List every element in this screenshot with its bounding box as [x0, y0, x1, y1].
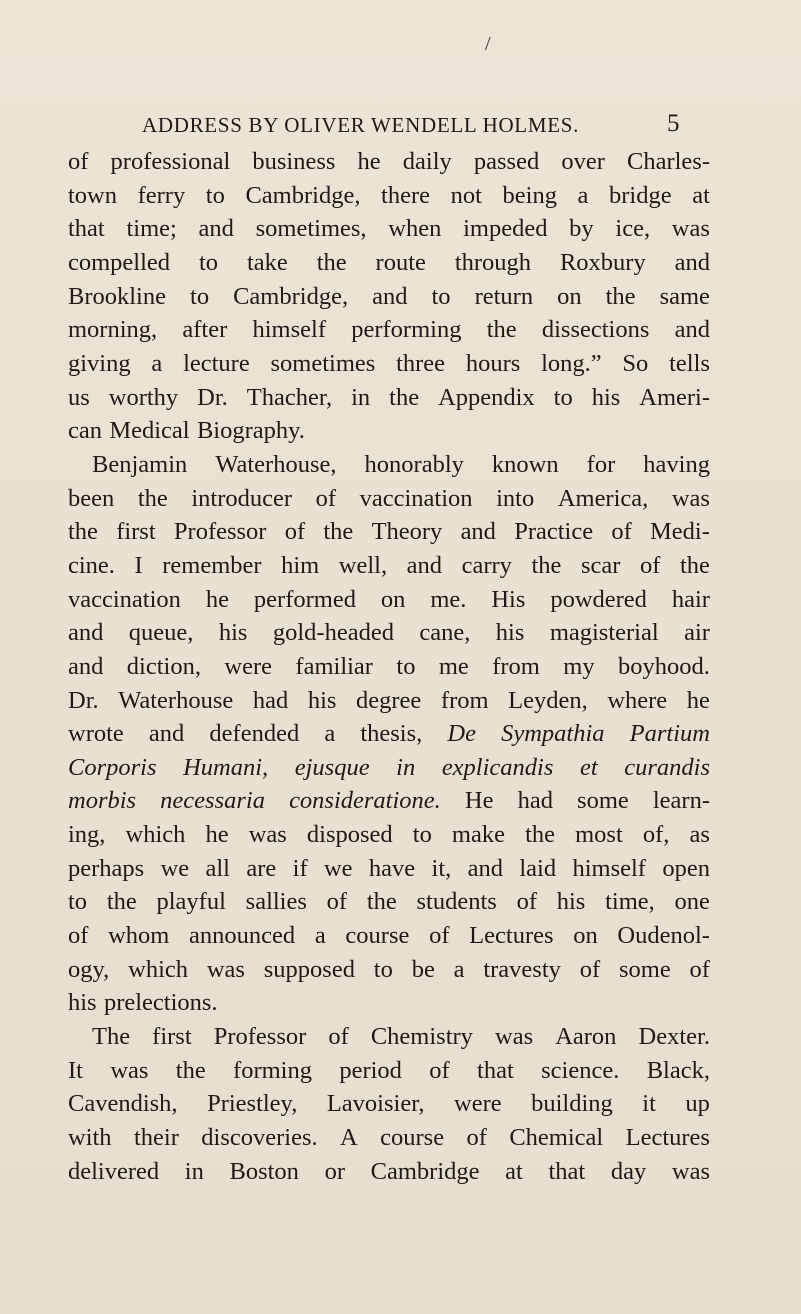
word: that	[68, 215, 105, 243]
word: on	[573, 922, 598, 950]
word: Medical	[109, 417, 190, 445]
word: if	[292, 854, 308, 882]
word: Professor	[213, 1023, 307, 1051]
word: necessaria	[160, 787, 265, 815]
text-line	[68, 616, 710, 650]
text-line	[68, 549, 710, 583]
word: course	[380, 1124, 445, 1152]
word: in	[396, 753, 416, 781]
text-line	[68, 179, 710, 213]
word: where	[607, 686, 668, 714]
word: Corporis	[68, 753, 157, 781]
word: of	[326, 888, 348, 916]
word: and	[467, 854, 503, 882]
word: Partium	[629, 720, 710, 748]
word: et	[579, 753, 598, 781]
word: and	[674, 248, 710, 276]
word: for	[586, 450, 616, 478]
text-line	[68, 953, 710, 987]
word: Black,	[646, 1056, 710, 1084]
word: and	[68, 652, 104, 680]
word: passed	[473, 148, 540, 175]
word: Practice	[514, 518, 594, 546]
word: the	[68, 518, 98, 546]
word: had	[517, 787, 553, 815]
word: one	[674, 888, 710, 916]
text-line	[68, 818, 710, 852]
word: morning,	[68, 316, 158, 344]
text-line	[68, 784, 710, 818]
word: had	[252, 686, 289, 714]
word: business	[252, 148, 336, 175]
stray-print-mark: /	[485, 33, 491, 55]
word: scar	[581, 551, 621, 579]
word: his	[591, 383, 621, 411]
word: diction,	[126, 652, 201, 680]
word: on	[380, 585, 406, 613]
word: that	[477, 1056, 514, 1084]
word: his	[218, 619, 248, 647]
word: Brookline	[68, 282, 166, 310]
word: Waterhouse	[118, 686, 234, 714]
word: Theory	[371, 518, 443, 546]
word: a	[314, 922, 326, 950]
text-line	[68, 1121, 710, 1155]
word: up	[685, 1090, 710, 1118]
word: morbis	[68, 787, 137, 815]
word: the	[389, 383, 420, 411]
word: route	[375, 248, 426, 276]
word: to	[412, 821, 432, 849]
word: Humani,	[183, 753, 269, 781]
word: the	[486, 316, 517, 344]
word: students	[416, 888, 497, 916]
word: Charles-	[626, 148, 710, 175]
word: curandis	[624, 753, 710, 781]
word: hours	[465, 349, 521, 377]
word: at	[692, 181, 710, 209]
word: known	[491, 450, 559, 478]
word: it,	[431, 854, 452, 882]
word: Waterhouse,	[215, 450, 337, 478]
word: daily	[402, 148, 452, 175]
text-line	[68, 919, 710, 953]
word: to	[190, 282, 210, 310]
word: or	[324, 1157, 345, 1185]
word: which	[128, 955, 188, 983]
word: be	[411, 955, 435, 983]
word: So	[622, 349, 649, 377]
word: discoveries.	[201, 1124, 318, 1152]
word: thesis,	[360, 720, 423, 748]
word: can	[68, 417, 102, 445]
word: to	[396, 652, 416, 680]
word: long.”	[541, 349, 602, 377]
word: having	[643, 450, 710, 478]
word: was	[248, 821, 287, 849]
word: building	[531, 1090, 613, 1118]
word: by	[569, 215, 594, 243]
text-line	[68, 381, 710, 415]
word: of	[328, 1023, 349, 1051]
text-line	[68, 852, 710, 886]
word: powdered	[550, 585, 647, 613]
word: it	[642, 1090, 656, 1118]
word: from	[440, 686, 489, 714]
word: day	[610, 1157, 647, 1185]
word: familiar	[295, 652, 373, 680]
word: Roxbury	[559, 248, 646, 276]
word: ferry	[137, 181, 186, 209]
text-line	[68, 347, 710, 381]
word: introducer	[191, 484, 293, 512]
word: Biography.	[196, 417, 305, 445]
word: Benjamin	[92, 450, 188, 478]
word: of,	[642, 821, 670, 849]
text-line	[68, 650, 710, 684]
word: of	[689, 955, 710, 983]
word: his	[307, 686, 337, 714]
text-line	[68, 1020, 710, 1054]
word: we	[323, 854, 353, 882]
word: was	[671, 484, 710, 512]
word: through	[454, 248, 532, 276]
word: the	[316, 248, 347, 276]
page-number: 5	[667, 110, 680, 137]
text-line	[68, 448, 710, 482]
word: prelections.	[103, 989, 218, 1017]
word: whom	[108, 922, 170, 950]
word: remember	[162, 551, 262, 579]
word: carry	[461, 551, 512, 579]
word: ejusque	[294, 753, 370, 781]
word: announced	[189, 922, 296, 950]
running-head: ADDRESS BY OLIVER WENDELL HOLMES.	[142, 113, 580, 137]
word: vaccination	[359, 484, 473, 512]
word: he	[205, 821, 229, 849]
word: have	[368, 854, 416, 882]
word: to	[205, 181, 225, 209]
word: Professor	[173, 518, 267, 546]
text-line	[68, 986, 710, 1020]
body-text	[68, 145, 710, 1188]
word: It	[68, 1056, 83, 1084]
word: performing	[351, 316, 462, 344]
word: and	[406, 551, 443, 579]
word: most	[575, 821, 623, 849]
word: of	[429, 922, 450, 950]
text-line	[68, 246, 710, 280]
word: their	[133, 1124, 179, 1152]
word: he	[686, 686, 710, 714]
word: are	[246, 854, 277, 882]
word: I	[134, 551, 143, 579]
word: of	[640, 551, 661, 579]
word: tells	[669, 349, 710, 377]
word: a	[151, 349, 163, 377]
word: dissections	[541, 316, 650, 344]
word: Aaron	[555, 1023, 617, 1051]
word: a	[453, 955, 465, 983]
word: sometimes	[270, 349, 376, 377]
word: wrote	[68, 720, 124, 748]
word: gold-headed	[272, 619, 394, 647]
word: De	[447, 720, 476, 748]
word: was	[495, 1023, 534, 1051]
word: learn-	[652, 787, 710, 815]
word: impeded	[463, 215, 548, 243]
word: in	[184, 1157, 204, 1185]
word: sometimes,	[255, 215, 367, 243]
word: he	[205, 585, 229, 613]
word: America,	[557, 484, 649, 512]
word: from	[492, 652, 540, 680]
word: three	[396, 349, 446, 377]
word: He	[464, 787, 494, 815]
word: when	[388, 215, 442, 243]
word: a	[577, 181, 589, 209]
word: as	[689, 821, 710, 849]
word: and	[460, 518, 496, 546]
word: performed	[253, 585, 356, 613]
word: Medi-	[650, 518, 710, 546]
word: after	[182, 316, 228, 344]
word: his	[495, 619, 525, 647]
word: open	[662, 854, 710, 882]
word: we	[160, 854, 190, 882]
text-line	[68, 885, 710, 919]
word: defended	[209, 720, 300, 748]
word: bridge	[609, 181, 672, 209]
word: me	[438, 652, 469, 680]
text-line	[68, 280, 710, 314]
word: supposed	[263, 955, 355, 983]
word: Lectures	[469, 922, 554, 950]
word: Priestley,	[207, 1090, 298, 1118]
word: which	[125, 821, 186, 849]
word: queue,	[128, 619, 194, 647]
word: town	[68, 181, 117, 209]
word: laid	[519, 854, 557, 882]
word: playful	[156, 888, 226, 916]
word: his	[556, 888, 586, 916]
text-line	[68, 583, 710, 617]
word: first	[152, 1023, 192, 1051]
word: disposed	[306, 821, 393, 849]
word: himself	[572, 854, 646, 882]
word: cane,	[419, 619, 471, 647]
word: the	[137, 484, 168, 512]
word: worthy	[108, 383, 179, 411]
word: The	[92, 1023, 131, 1051]
word: the	[531, 551, 562, 579]
word: Chemistry	[370, 1023, 473, 1051]
text-line	[68, 684, 710, 718]
word: into	[496, 484, 535, 512]
word: and	[674, 316, 710, 344]
word: professional	[110, 148, 231, 175]
word: return	[474, 282, 534, 310]
word: Leyden,	[508, 686, 588, 714]
word: to	[68, 888, 88, 916]
word: course	[345, 922, 410, 950]
word: giving	[68, 349, 131, 377]
word: magisterial	[549, 619, 659, 647]
word: with	[68, 1124, 112, 1152]
word: boyhood.	[618, 652, 710, 680]
word: was	[110, 1056, 149, 1084]
word: us	[68, 383, 90, 411]
word: cine.	[68, 551, 115, 579]
word: were	[224, 652, 272, 680]
text-line	[68, 145, 710, 179]
word: was	[206, 955, 245, 983]
word: to	[553, 383, 573, 411]
word: Chemical	[509, 1124, 604, 1152]
word: make	[451, 821, 505, 849]
word: consideratione.	[289, 787, 441, 815]
word: of	[611, 518, 632, 546]
word: there	[381, 181, 431, 209]
text-line	[68, 1155, 710, 1189]
word: to	[431, 282, 451, 310]
word: Boston	[229, 1157, 299, 1185]
word: a	[324, 720, 336, 748]
word: ice,	[615, 215, 651, 243]
word: in	[351, 383, 371, 411]
word: same	[659, 282, 710, 310]
word: hair	[671, 585, 710, 613]
word: time;	[126, 215, 177, 243]
word: was	[671, 215, 710, 243]
word: the	[525, 821, 556, 849]
word: all	[205, 854, 230, 882]
word: that	[548, 1157, 586, 1185]
text-line	[68, 313, 710, 347]
word: first	[116, 518, 156, 546]
word: lecture	[183, 349, 250, 377]
word: Dr.	[197, 383, 228, 411]
word: was	[671, 1157, 710, 1185]
word: Lavoisier,	[326, 1090, 425, 1118]
word: Cavendish,	[68, 1090, 178, 1118]
word: Lectures	[625, 1124, 710, 1152]
word: period	[339, 1056, 402, 1084]
word: forming	[233, 1056, 312, 1084]
word: explicandis	[441, 753, 554, 781]
word: at	[505, 1157, 523, 1185]
word: of	[579, 955, 601, 983]
word: Appendix	[438, 383, 535, 411]
word: ogy,	[68, 955, 110, 983]
text-line	[68, 212, 710, 246]
word: Thacher,	[246, 383, 333, 411]
word: of	[68, 148, 89, 175]
word: of	[68, 922, 89, 950]
text-line	[68, 1054, 710, 1088]
word: been	[68, 484, 115, 512]
word: on	[557, 282, 582, 310]
word: the	[175, 1056, 206, 1084]
text-line	[68, 751, 710, 785]
text-line	[68, 482, 710, 516]
word: over	[561, 148, 605, 175]
word: and	[68, 619, 104, 647]
word: and	[148, 720, 185, 748]
word: Cambridge	[370, 1157, 480, 1185]
word: degree	[356, 686, 422, 714]
word: air	[684, 619, 710, 647]
word: Cambridge,	[233, 282, 349, 310]
word: A	[340, 1124, 358, 1152]
word: the	[366, 888, 397, 916]
word: himself	[252, 316, 326, 344]
word: his	[68, 989, 97, 1017]
word: the	[680, 551, 710, 579]
word: honorably	[364, 450, 464, 478]
word: Dexter.	[638, 1023, 710, 1051]
word: of	[315, 484, 337, 512]
word: to	[373, 955, 393, 983]
word: of	[466, 1124, 487, 1152]
word: to	[198, 248, 219, 276]
word: ing,	[68, 821, 106, 849]
word: the	[323, 518, 354, 546]
word: Oudenol-	[617, 922, 710, 950]
word: and	[372, 282, 408, 310]
word: him	[281, 551, 320, 579]
word: well,	[338, 551, 388, 579]
word: perhaps	[68, 854, 145, 882]
word: delivered	[68, 1157, 160, 1185]
word: Ameri-	[639, 383, 710, 411]
word: His	[491, 585, 526, 613]
word: not	[450, 181, 482, 209]
word: he	[357, 148, 381, 175]
word: travesty	[483, 955, 561, 983]
word: were	[454, 1090, 502, 1118]
word: and	[198, 215, 234, 243]
word: some	[618, 955, 671, 983]
word: my	[563, 652, 595, 680]
text-line	[68, 717, 710, 751]
word: of	[429, 1056, 450, 1084]
word: vaccination	[68, 585, 181, 613]
word: Dr.	[68, 686, 99, 714]
word: the	[106, 888, 137, 916]
word: some	[577, 787, 629, 815]
word: take	[246, 248, 288, 276]
word: time,	[605, 888, 655, 916]
word: science.	[541, 1056, 620, 1084]
word: me.	[430, 585, 467, 613]
text-line	[68, 515, 710, 549]
word: of	[284, 518, 306, 546]
word: of	[516, 888, 537, 916]
text-line	[68, 414, 710, 448]
word: Sympathia	[501, 720, 605, 748]
text-line	[68, 1087, 710, 1121]
word: the	[605, 282, 636, 310]
word: Cambridge,	[245, 181, 361, 209]
word: sallies	[245, 888, 307, 916]
word: compelled	[68, 248, 171, 276]
word: being	[502, 181, 557, 209]
